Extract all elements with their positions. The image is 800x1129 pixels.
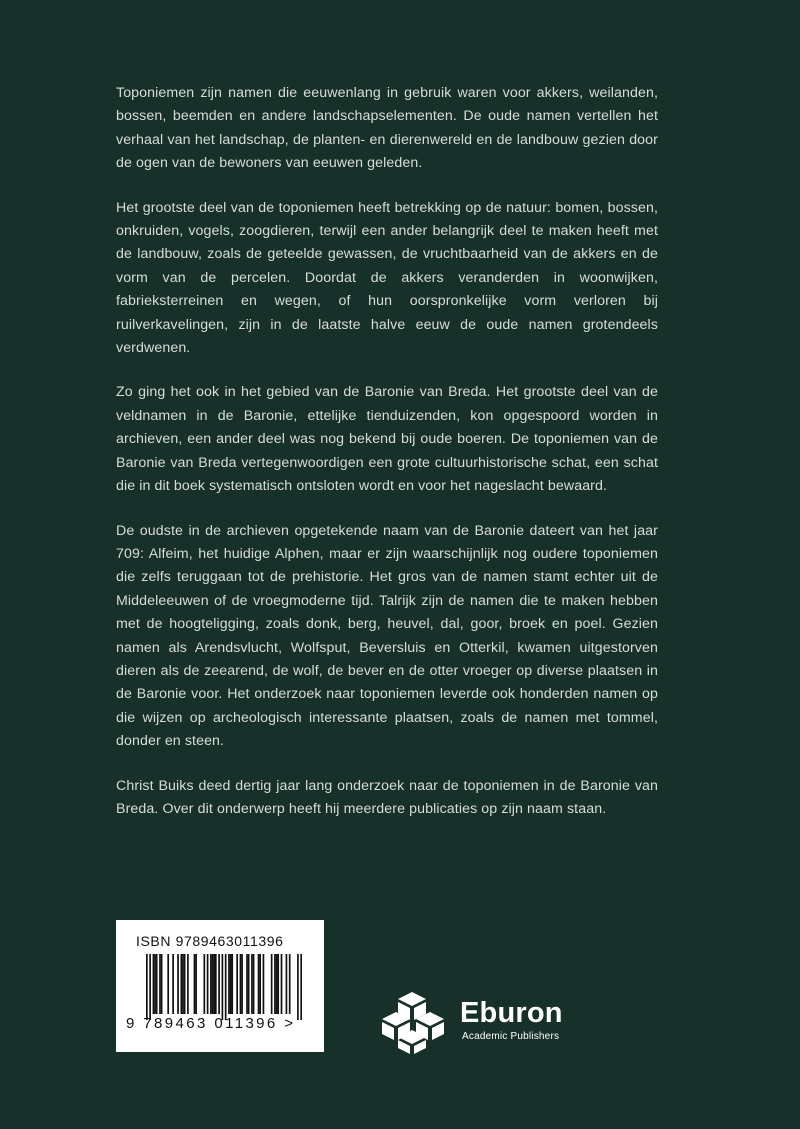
barcode-bar bbox=[218, 954, 220, 1014]
barcode-bar bbox=[172, 954, 174, 1014]
isbn-barcode bbox=[116, 920, 324, 1052]
barcode-bar bbox=[225, 954, 227, 1020]
isbn-label: ISBN 9789463011396 bbox=[136, 933, 284, 949]
barcode-bar bbox=[195, 954, 197, 1014]
barcode-bar bbox=[154, 954, 156, 1014]
barcode-bar bbox=[259, 954, 261, 1014]
barcode-bar bbox=[251, 954, 253, 1014]
barcode-bar bbox=[281, 954, 283, 1014]
barcode-bar bbox=[187, 954, 189, 1014]
barcode-bar bbox=[149, 954, 151, 1020]
barcode-bars bbox=[146, 954, 302, 1020]
barcode-bar bbox=[236, 954, 238, 1014]
barcode-bar bbox=[231, 954, 233, 1014]
barcode-bar bbox=[258, 954, 260, 1014]
barcode-bar bbox=[274, 954, 276, 1014]
blurb-paragraph-4: De oudste in de archieven opgetekende naam van de Baronie dateert van het jaar 709: Alfeim, het huidige Alphen, maar er zijn waarschijnlijk nog oudere toponiemen die zelfs teruggaan tot de prehistorie. Het gros van de namen stamt echter uit de Middeleeuwen of de vroegmoderne tijd. Talrijk zijn de namen die te maken hebben met de hoogteligging, zoals donk, berg, heuvel, dal, goor, broek en poel. Gezien namen als Arendsvlucht, Wolfsput, Beversluis en Otterkil, kwamen uitgestorven dieren als de zeearend, de wolf, de bever en de otter vroeger op diverse plaatsen in de Baronie voor. Het onderzoek naar toponiemen leverde ook honderden namen op die wijzen op archeologisch interessante plaatsen, zoals de namen met tommel, donder en steen. bbox=[116, 522, 658, 750]
barcode-bar bbox=[248, 954, 250, 1014]
blurb-paragraph-5: Christ Buiks deed dertig jaar lang onderzoek naar de toponiemen in de Baronie van Breda. Over dit onderwerp heeft hij meerdere publicaties op zijn naam staan. bbox=[116, 777, 658, 817]
barcode-bar bbox=[159, 954, 161, 1014]
barcode-bar bbox=[215, 954, 217, 1014]
publisher-logo bbox=[382, 990, 602, 1060]
barcode-bar bbox=[297, 954, 299, 1020]
barcode-number: 9 789463 011396 > bbox=[126, 1015, 296, 1032]
barcode-bar bbox=[222, 954, 224, 1020]
barcode-bar bbox=[177, 954, 179, 1014]
stacked-cubes-icon bbox=[382, 990, 450, 1054]
barcode-bar bbox=[277, 954, 279, 1014]
publisher-name: Eburon bbox=[460, 997, 563, 1029]
barcode-bar bbox=[230, 954, 232, 1014]
barcode-bar bbox=[246, 954, 248, 1014]
barcode-bar bbox=[212, 954, 214, 1014]
barcode-bar bbox=[153, 954, 155, 1014]
barcode-bar bbox=[213, 954, 215, 1014]
barcode-bar bbox=[194, 954, 196, 1014]
blurb-paragraph-3: Zo ging het ook in het gebied van de Baronie van Breda. Het grootste deel van de veldnamen in de Baronie, ettelijke tienduizenden, kon opgespoord worden in archieven, een ander deel was nog bekend bij oude boeren. De toponiemen van de Baronie van Breda vertegenwoordigen een grote cultuurhistorische schat, een schat die in dit boek systematisch ontsloten wordt en voor het nageslacht bewaard. bbox=[116, 384, 658, 495]
blurb-paragraph-2: Het grootste deel van de toponiemen heeft betrekking op de natuur: bomen, bossen, onkruiden, vogels, zoogdieren, terwijl een ander belangrijk deel te maken heeft met de landbouw, zoals de geteelde gewassen, de vruchtbaarheid van de akkers en de vorm van de percelen. Doordat de akkers veranderden in woonwijken, fabrieksterreinen en wegen, of hun oorspronkelijke vorm verloren bij ruilverkavelingen, zijn in de laatste halve eeuw de oude namen grotendeels verdwenen. bbox=[116, 199, 658, 357]
barcode-bar bbox=[207, 954, 209, 1014]
barcode-bar bbox=[300, 954, 302, 1020]
barcode-bar bbox=[182, 954, 184, 1014]
barcode-bar bbox=[184, 954, 186, 1014]
barcode-bar bbox=[289, 954, 291, 1014]
barcode-bar bbox=[167, 954, 169, 1014]
barcode-bar bbox=[286, 954, 288, 1014]
barcode-bar bbox=[253, 954, 255, 1014]
barcode-bar bbox=[161, 954, 163, 1014]
barcode-bar bbox=[241, 954, 243, 1014]
barcode-bar bbox=[276, 954, 278, 1014]
barcode-bar bbox=[228, 954, 230, 1014]
barcode-bar bbox=[146, 954, 148, 1020]
barcode-bar bbox=[203, 954, 205, 1014]
publisher-tagline: Academic Publishers bbox=[462, 1031, 560, 1042]
barcode-bar bbox=[210, 954, 212, 1014]
barcode-bar bbox=[156, 954, 158, 1014]
barcode-bar bbox=[180, 954, 182, 1014]
barcode-bar bbox=[271, 954, 273, 1014]
barcode-bar bbox=[263, 954, 265, 1014]
barcode-bar bbox=[240, 954, 242, 1014]
back-cover-blurb bbox=[116, 82, 658, 842]
blurb-paragraph-1: Toponiemen zijn namen die eeuwenlang in gebruik waren voor akkers, weilanden, bossen, beemden en andere landschapselementen. De oude namen vertellen het verhaal van het landschap, de planten- en dierenwereld en de landbouw gezien door de ogen van de bewoners van eeuwen geleden. bbox=[116, 85, 658, 172]
